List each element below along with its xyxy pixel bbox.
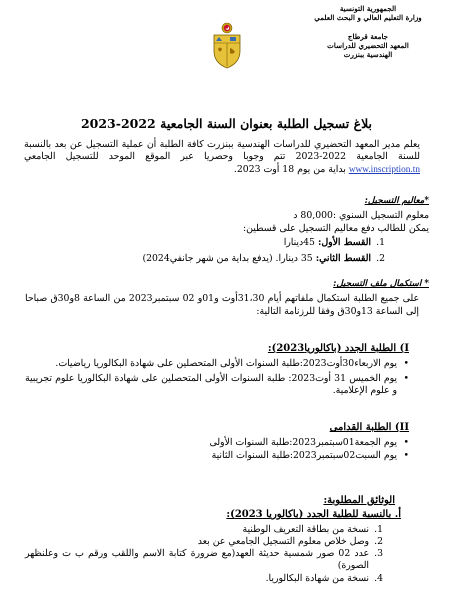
header-line: جامعة قرطاج <box>347 32 389 41</box>
header-line: وزارة التعليم العالي و البحث العلمي <box>314 13 422 22</box>
new-students-heading: I) الطلبة الجدد (باكالوريا2023): <box>267 343 409 354</box>
header-spacer <box>293 22 443 32</box>
fees-split-note: يمكن للطالب دفع معاليم التسجيل على قسطين: <box>242 222 429 234</box>
fees-heading: *معاليم التسجيل: <box>364 196 429 206</box>
intro-paragraph <box>24 139 420 176</box>
bullet-icon: • <box>403 437 409 449</box>
documents-section <box>25 495 409 585</box>
bullet-icon: • <box>403 372 409 384</box>
header-line: المعهد التحضيري للدراسات <box>327 41 409 50</box>
old-students-section <box>25 422 409 462</box>
fees-annual: معلوم التسجيل السنوي :80,000 د <box>293 210 429 222</box>
fee-installment: 1. القسط الأول: 45دينارا <box>283 236 385 248</box>
bullet-icon: • <box>403 449 409 461</box>
tunisia-coat-of-arms-icon <box>210 22 244 70</box>
header-line: الجمهورية التونسية <box>339 4 397 13</box>
file-section <box>25 278 429 318</box>
document-item: 1. نسخة من بطاقة التعريف الوطنية <box>242 523 383 535</box>
fees-section <box>29 195 429 265</box>
schedule-item: • يوم الجمعة01سبتمبر2023:طلبة السنوات الأولى <box>209 437 409 449</box>
old-students-heading: II) الطلبة القدامى <box>329 422 409 433</box>
schedule-item: • يوم السبت02سبتمبر2023:طلبة السنوات الثانية <box>211 449 409 461</box>
intro-text: يعلم مدير المعهد التحضيري للدراسات الهندسية ببنزرت كافة الطلبة أن عملية التسجيل عن بعد بالنسبة للسنة الجامعية 2022-2023 تتم وجوبا وحصريا عبر الموقع الموحد للتسجيل الجامعي <box>24 139 420 163</box>
document-item: 2. وصل خلاص معلوم التسجيل الجامعي عن بعد <box>197 535 383 547</box>
schedule-item: • يوم الخميس 31 أوت2023: طلبة السنوات الأولى المتحصلين على شهادة البكالوريا علوم تجريبية و علوم الإعلامية. <box>25 372 409 396</box>
fee-installment: 2. القسط الثاني: 35 دينارا. (يدفع بداية من شهر جانفي2024) <box>142 253 385 265</box>
header-line: الهندسية ببنزرت <box>343 50 393 59</box>
bullet-icon: • <box>403 358 409 370</box>
document-item: 4. نسخة من شهادة البكالوريا. <box>265 572 383 584</box>
documents-heading: الوثائق المطلوبة: <box>323 495 395 506</box>
intro-tail: بداية من يوم 18 أوت 2023. <box>233 163 346 175</box>
ministry-header <box>293 4 443 59</box>
page-title: بلاغ تسجيل الطلبة بعنوان السنة الجامعية 2022-2023 <box>80 116 373 131</box>
file-heading: * استكمال ملف التسجيل: <box>333 279 429 289</box>
document-item: 3. عدد 02 صور شمسية حديثة العهد(مع ضرورة كتابة الاسم واللقب ورقم ب ت وعلنظهر الصورة) <box>25 548 383 572</box>
file-text: على جميع الطلبة استكمال ملفاتهم أيام 31،30أوت و01و 02 سبتمبر2023 من الساعة 8و30ق صباحا إلى الساعة 13و30ق وفقا للرزنامة التالية: <box>25 293 420 317</box>
schedule-item: • يوم الاربعاء30أوت2023:طلبة السنوات الأولى المتحصلين على شهادة البكالوريا رياضيات. <box>55 358 409 370</box>
inscription-link[interactable]: www.inscription.tn <box>348 164 420 175</box>
documents-subheading: أ. بالنسبة للطلبة الجدد (باكالوريا 2023): <box>226 509 401 521</box>
new-students-section <box>25 343 409 397</box>
